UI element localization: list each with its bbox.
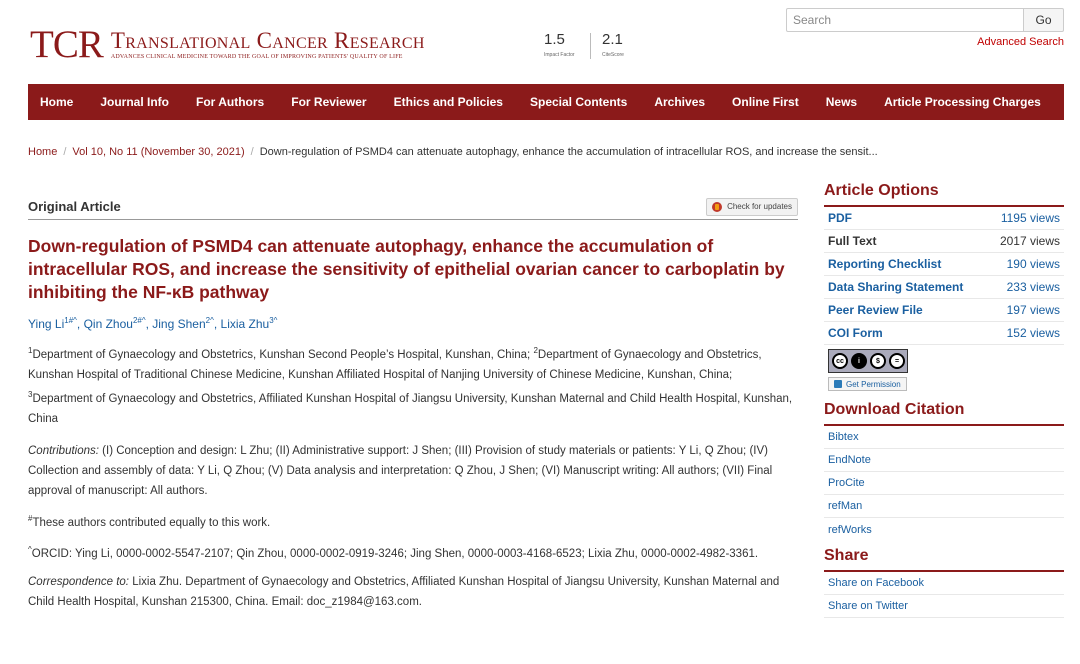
cc-license-icon[interactable]: [828, 349, 908, 373]
author-sup: 3^: [269, 316, 278, 325]
correspondence: [28, 572, 798, 612]
citation-bibtex[interactable]: Bibtex: [824, 426, 1064, 449]
affiliation-text: Department of Gynaecology and Obstetrics, Kunshan Hospital of Traditional Chinese Medicine, Kunshan Affiliated Hospital of Nanjing University of Chinese Medicine, Kunshan, China;: [28, 348, 762, 381]
logo-tagline: ADVANCES CLINICAL MEDICINE TOWARD THE GOAL OF IMPROVING PATIENTS' QUALITY OF LIFE: [110, 54, 403, 60]
search-bar: [786, 8, 1064, 32]
citation-procite[interactable]: ProCite: [824, 472, 1064, 495]
author-link[interactable]: Lixia Zhu: [220, 317, 270, 331]
option-data-sharing[interactable]: [824, 276, 1064, 299]
breadcrumb: [28, 146, 878, 158]
option-views: 1195 views: [1000, 211, 1060, 225]
option-label: Data Sharing Statement: [828, 280, 964, 294]
get-permission-button[interactable]: [828, 377, 907, 391]
author-sup: 2#^: [132, 316, 146, 325]
option-views: 152 views: [1006, 326, 1060, 340]
impact-factor: [544, 32, 575, 58]
contributions-text: (I) Conception and design: L Zhu; (II) Administrative support: J Shen; (III) Provision of study materials or patients: Y Li, Q Zhou; (IV) Collection and assembly of data: Y Li, Q Zhou; (V) Data analysis and interpretation: Q Zhou, J Shen; (VI) Manuscript writing: All authors; (VII) Final approval of manuscript: All authors.: [28, 444, 773, 497]
search-input[interactable]: [786, 8, 1024, 32]
option-coi-form[interactable]: [824, 322, 1064, 345]
article-options-heading: Article Options: [824, 182, 1064, 207]
orcid-text: ORCID: Ying Li, 0000-0002-5547-2107; Qin Zhou, 0000-0002-0919-3246; Jing Shen, 0000-0003-4168-6523; Lixia Zhu, 0000-0002-4982-3361.: [31, 548, 759, 561]
affiliation-sup: 2: [533, 346, 538, 355]
option-reporting-checklist[interactable]: [824, 253, 1064, 276]
breadcrumb-current: Down-regulation of PSMD4 can attenuate autophagy, enhance the accumulation of intracellular ROS, and increase the sensit...: [259, 146, 878, 158]
impact-factor-label: Impact Factor: [544, 52, 575, 58]
orcid-sup: ^: [28, 545, 32, 555]
option-label: Full Text: [828, 234, 877, 248]
cc-by-icon: i: [851, 353, 867, 369]
logo-title: Translational Cancer Research: [110, 28, 425, 53]
citescore-label: CiteScore: [602, 52, 624, 58]
option-pdf[interactable]: [824, 207, 1064, 230]
nav-archives[interactable]: Archives: [654, 95, 706, 109]
nav-news[interactable]: News: [825, 95, 858, 109]
equal-note-text: These authors contributed equally to this work.: [32, 516, 271, 529]
check-updates-label: Check for updates: [727, 202, 792, 211]
impact-factor-value: 1.5: [544, 31, 565, 48]
citation-endnote[interactable]: EndNote: [824, 449, 1064, 472]
option-views: 190 views: [1006, 257, 1060, 271]
option-full-text[interactable]: [824, 230, 1064, 253]
citation-refman[interactable]: refMan: [824, 495, 1064, 518]
nav-online-first[interactable]: Online First: [732, 95, 799, 109]
get-permission-label: Get Permission: [846, 379, 901, 389]
option-label: COI Form: [828, 326, 883, 340]
journal-logo[interactable]: [30, 23, 425, 66]
author-link[interactable]: Qin Zhou: [83, 317, 133, 331]
option-views: 2017 views: [999, 234, 1060, 248]
cc-nc-icon: $: [870, 353, 886, 369]
share-heading: Share: [824, 547, 1064, 572]
author-sup: 1#^: [64, 316, 77, 325]
share-facebook[interactable]: Share on Facebook: [824, 572, 1064, 595]
breadcrumb-separator: /: [250, 146, 254, 158]
nav-special-contents[interactable]: Special Contents: [529, 95, 628, 109]
article-title: Down-regulation of PSMD4 can attenuate autophagy, enhance the accumulation of intracellular ROS, and increase the sensitivity of epithelial ovarian cancer to carboplatin by inhibiting the NF-κB pathway: [28, 236, 785, 302]
main-nav: [28, 84, 1064, 120]
sidebar: [824, 182, 1064, 618]
option-label: Reporting Checklist: [828, 257, 942, 271]
breadcrumb-issue[interactable]: Vol 10, No 11 (November 30, 2021): [72, 146, 245, 158]
metric-divider: [590, 33, 591, 59]
crossmark-icon: [712, 202, 722, 212]
equal-contribution-note: [28, 509, 798, 533]
option-label: Peer Review File: [828, 303, 923, 317]
nav-journal-info[interactable]: Journal Info: [100, 95, 170, 109]
option-label: PDF: [828, 211, 852, 225]
article-type: Original Article: [28, 199, 121, 214]
orcid-note: [28, 540, 798, 564]
option-peer-review[interactable]: [824, 299, 1064, 322]
search-go-button[interactable]: Go: [1024, 8, 1064, 32]
author-list: Ying $Li^{1\#\^{}}$, Qin Zhou$^{2\#\^{}}$, Jing Shen$^{2\^{}}$, Lixia Zhu$^{3\^{}}$: [28, 316, 278, 331]
advanced-search-link[interactable]: Advanced Search: [977, 36, 1064, 48]
equal-sup: #: [28, 513, 33, 523]
affiliation-sup: 1: [28, 346, 33, 355]
breadcrumb-separator: /: [63, 146, 67, 158]
nav-for-authors[interactable]: For Authors: [196, 95, 265, 109]
download-citation-heading: Download Citation: [824, 401, 1064, 426]
option-views: 233 views: [1006, 280, 1060, 294]
breadcrumb-home[interactable]: Home: [28, 146, 58, 158]
affiliations: [28, 341, 798, 429]
cc-nd-icon: =: [889, 353, 905, 369]
article-main: [28, 196, 798, 612]
author-link[interactable]: Ying Li: [28, 317, 65, 331]
check-updates-button[interactable]: [706, 198, 798, 216]
cc-icon: cc: [832, 353, 848, 369]
author-link[interactable]: Jing Shen: [152, 317, 206, 331]
affiliation-sup: 3: [28, 389, 33, 399]
logo-abbr: TCR: [30, 23, 103, 66]
citescore-value: 2.1: [602, 31, 623, 48]
correspondence-label: Correspondence to:: [28, 576, 130, 589]
correspondence-text: Lixia Zhu. Department of Gynaecology and Obstetrics, Affiliated Kunshan Hospital of Jiangsu University, Kunshan Maternal and Child Health Hospital, Kunshan 215300, China. Email: doc_z1984@163.com.: [28, 576, 780, 609]
nav-home[interactable]: Home: [40, 95, 74, 109]
affiliation-text: Department of Gynaecology and Obstetrics, Affiliated Kunshan Hospital of Jiangsu University, Kunshan Maternal and Child Health Hospital, Kunshan, China: [28, 392, 793, 425]
affiliation-text: Department of Gynaecology and Obstetrics, Kunshan Second People’s Hospital, Kunshan, China;: [32, 348, 534, 361]
nav-ethics-policies[interactable]: Ethics and Policies: [393, 95, 503, 109]
contributions: [28, 441, 798, 501]
nav-for-reviewer[interactable]: For Reviewer: [291, 95, 367, 109]
nav-apc[interactable]: Article Processing Charges: [884, 95, 1041, 109]
citescore: [602, 32, 624, 58]
option-views: 197 views: [1006, 303, 1060, 317]
citation-refworks[interactable]: refWorks: [828, 523, 872, 536]
contributions-label: Contributions:: [28, 444, 99, 457]
author-sup: 2^: [205, 316, 214, 325]
share-twitter[interactable]: Share on Twitter: [824, 595, 1064, 618]
permission-icon: [834, 380, 842, 388]
article-type-row: [28, 196, 798, 220]
